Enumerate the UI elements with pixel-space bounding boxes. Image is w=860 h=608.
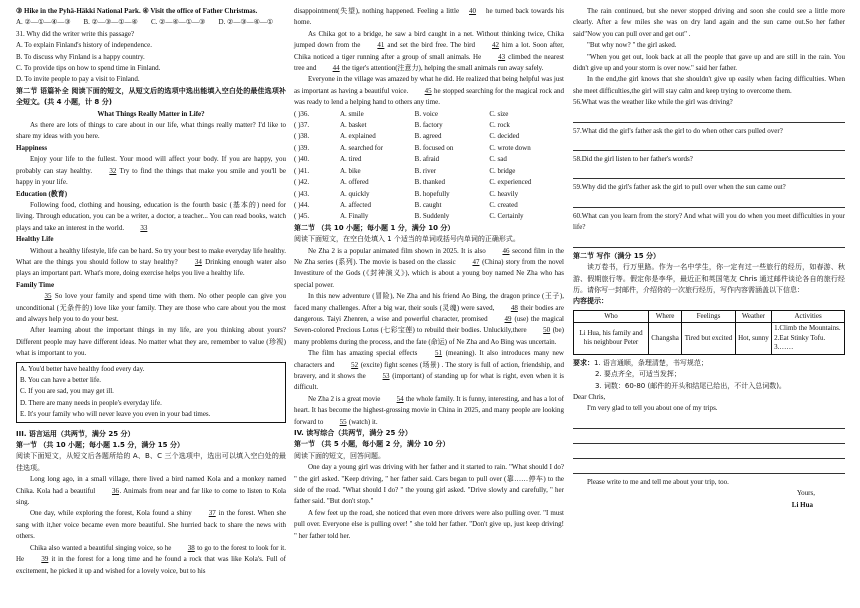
story-paragraph-6: Everyone in the village was amazed by what he did. He realized that being helpful was just as important as having a beautiful voice. 45 he stopped searching for the magical rock and was ready to lend a helping hand to others any time. <box>294 75 564 107</box>
mcq-option-a: A. smile <box>340 109 364 118</box>
mcq-option-b: B. Suddenly <box>414 212 450 221</box>
option-b: B. You can have a better life. <box>20 376 102 384</box>
passage-title: What Things Really Matter in Life? <box>97 109 205 118</box>
header-feelings: Feelings <box>682 310 736 323</box>
section-header: 第二节 语篇补全 阅读下面的短文，从短文后的选项中选出能填入空白处的最佳选项补全短文。(共 4 小题，计 8 分) <box>16 86 286 107</box>
letter-signoff: Yours, <box>796 489 815 498</box>
writing-line-3[interactable] <box>573 447 845 459</box>
option-e: E. It's your family who will never leave you even in your bad times. <box>20 410 211 419</box>
table-header-row <box>574 310 845 323</box>
blank-41[interactable]: 41 <box>377 41 385 50</box>
mcq-number[interactable]: ( )37. <box>294 121 310 130</box>
column-3 <box>573 6 845 511</box>
q31-stem: 31. Why did the writer write this passage? <box>16 29 135 38</box>
mcq-row <box>294 143 564 154</box>
mcq-option-c: C. wrote down <box>489 143 531 152</box>
subheading-family-time: Family Time <box>16 280 55 289</box>
part-4-instructions: 阅读下面的短文，回答问题。 <box>294 451 385 460</box>
blank-34[interactable]: 34 <box>194 257 202 266</box>
q31-choice-c: C. To provide tips on how to spend time in Finland. <box>16 64 161 73</box>
mcq-option-b: B. thanked <box>414 178 445 187</box>
blank-40[interactable]: 40 <box>469 7 477 15</box>
activity-3: 3.…… <box>774 343 794 352</box>
letter-opening: I'm very glad to tell you about one of my trips. <box>587 404 718 413</box>
part-4-section-1: 第一节 （共 5 小题，每小题 2 分，满分 10 分） <box>294 440 450 449</box>
mcq-option-a: A. basket <box>340 121 367 130</box>
mcq-row <box>294 120 564 131</box>
paragraph-happiness: Enjoy your life to the fullest. Your mood will affect your body. If you are happy, you probably can stay healthy. 32 Try to find the things that make you smile and you'll be happy in your life. <box>16 155 286 187</box>
cell-activities <box>772 323 845 355</box>
blank-53[interactable]: 53 <box>382 372 390 380</box>
story-paragraph-3: Chika also wanted a beautiful singing voice, so he 38 to go to the forest to look for it. He 39 it in the forest for a long time and he found a rock that was like Kola's. Full of excitement, he picked it up and wished for a lovely voice, but to his <box>16 543 286 575</box>
mcq-number[interactable]: ( )38. <box>294 132 310 141</box>
letter-closing-line: Please write to me and tell me about your trip, too. <box>587 477 729 486</box>
mcq-option-a: A. explained <box>340 132 376 141</box>
writing-line-2[interactable] <box>573 432 845 444</box>
story-paragraph-2: One day, while exploring the forest, Kola found a shiny 37 in the forest. When she sang with it,her voice became even more beautiful. She hurried back to share the news with others. <box>16 509 286 541</box>
mcq-row <box>294 131 564 142</box>
mcq-number[interactable]: ( )41. <box>294 166 310 175</box>
mcq-row <box>294 189 564 200</box>
nezha-paragraph-2: In this new adventure (冒险), Ne Zha and his friend Ao Bing, the dragon prince (王子), faced many challenges. After a big war, their souls (灵魂) were saved, 48 their bodies are dangerous. Taiyi Zhenren, a wise and powerful character, promised 49 (use) the magical Seven-colored Precious Lotus (七彩宝莲) to rebuild their bodies. Unluckily,there 50 (be) many problems during the process, and the fate (命运) of Ne Zha and Ao Bing was uncertain. <box>294 292 564 346</box>
options-box <box>16 362 286 423</box>
reading-paragraph-5: "When you get out, look back at all the people that gave up and are still in the rain. You didn't give up and your storm is over now." said her father. <box>573 52 845 73</box>
blank-46[interactable]: 46 <box>502 246 510 255</box>
story-paragraph-4: disappointment(失望), nothing happened. Feeling a little 40 he turned back towards his home. <box>294 7 564 27</box>
mcq-option-b: B. afraid <box>414 155 440 164</box>
story-paragraph-1: Long long ago, in a small village, there lived a bird named Kola and a monkey named Chika. Kola had a beautiful 36. Animals from near and far like to come to listen to Kola sing. <box>16 475 287 507</box>
table-row <box>574 323 845 355</box>
mcq-option-b: B. caught <box>414 200 442 209</box>
question-56: 56.What was the weather like while the girl was driving? <box>573 98 733 107</box>
mcq-number[interactable]: ( )45. <box>294 212 310 221</box>
mcq-row <box>294 154 564 165</box>
mcq-option-a: A. searched for <box>340 143 383 152</box>
subheading-healthy-life: Healthy Life <box>16 235 54 244</box>
mcq-option-c: C. size <box>489 109 509 118</box>
blank-43[interactable]: 43 <box>498 52 506 61</box>
requirement-1: 1. 语言通顺，条理清楚，书写规范； <box>594 358 708 367</box>
blank-33[interactable]: 33 <box>140 223 148 232</box>
requirement-2: 2. 要点齐全，可适当发挥； <box>595 370 681 379</box>
passage-intro: As there are lots of things to care about in our life, what things really matter? I'd like to share my ideas with you here. <box>16 121 286 141</box>
part-3-instructions: 阅读下面短文，从短文后各题所给的 A、B、C 三个选项中，选出可以填入空白处的最佳选项。 <box>16 452 286 472</box>
column-2 <box>294 6 564 542</box>
mcq-option-b: B. factory <box>414 121 443 130</box>
mcq-row <box>294 109 564 120</box>
cell-where: Changsha <box>649 323 682 355</box>
answer-line-58[interactable] <box>573 167 845 179</box>
blank-35[interactable]: 35 <box>44 292 52 301</box>
writing-instructions: 读万卷书，行万里路。作为一名中学生，你一定有过一些旅行的经历，如春游、秋游、假期旅行等。假定你是李华，最近正和英国笔友 Chris 通过邮件谈论各自的旅行经历。请你写一封邮件，介绍你的一次旅行经历，写作内容需涵盖以下信息： <box>573 263 845 294</box>
blank-39[interactable]: 39 <box>41 555 49 564</box>
paragraph-family-time: 35 So love your family and spend time with them. No other people can give you unconditional (无条件的) love like your family. They are those who care about you the most and always help you to do your best. <box>16 292 286 323</box>
story-paragraph-5: As Chika got to a bridge, he saw a bird caught in a net. Without thinking twice, Chika jumped down from the 41 and set the bird free. The bird 42 him a lot. Soon after, Chika noticed a tiger running after a group of small animals. He 43 climbed the nearest tree and 44 the tiger's attention(注意力), helping the small animals run away safely. <box>294 29 564 75</box>
section-2-instructions: 阅读下面短文，在空白处填入 1 个适当的单词或括号内单词的正确形式。 <box>294 235 520 244</box>
blank-50[interactable]: 50 <box>543 326 551 335</box>
answer-line-60[interactable] <box>573 236 845 248</box>
reading-paragraph-2: A few feet up the road, she noticed that even more drivers were also pulling over. "I must pull over. Everyone else is pulling over! " she told her father. "Don't give up, just keep driving! " her father told her. <box>294 508 564 540</box>
paragraph-conclusion: After learning about the important things in my life, are you thinking about yours? Different people may have different ideas. No matter what they are, remember to value (珍视) what is important to you. <box>16 326 286 358</box>
blank-47[interactable]: 47 <box>472 257 480 266</box>
answer-line-59[interactable] <box>573 196 845 208</box>
q30-options-line: ③ Hike in the Pyhä-Häkki National Park. ④ Visit the office of Father Christmas. <box>16 7 258 15</box>
mcq-option-c: C. experienced <box>489 178 532 187</box>
part-3-title: III. 语言运用（共两节，满分 25 分） <box>16 429 135 438</box>
blank-51[interactable]: 51 <box>435 349 443 358</box>
mcq-number[interactable]: ( )39. <box>294 143 310 152</box>
letter-signature: Li Hua <box>791 500 813 509</box>
mcq-option-a: A. Finally <box>340 212 369 221</box>
q31-choice-d: D. To invite people to pay a visit to Finland. <box>16 75 140 84</box>
blank-52[interactable]: 52 <box>351 360 359 369</box>
blank-32[interactable]: 32 <box>109 166 117 175</box>
writing-line-1[interactable] <box>573 417 845 429</box>
cell-weather: Hot, sunny <box>735 323 771 355</box>
nezha-paragraph-3: The film has amazing special effects 51 (meaning). It also introduces many new characters and 52 (excite) fight scenes (场景) . The story is full of action, friendship, and bravery, and it shows the 53 (important) of standing up for what is right, even when it is difficult. <box>294 349 564 392</box>
letter-greeting: Dear Chris, <box>573 392 606 401</box>
blank-37[interactable]: 37 <box>208 509 216 518</box>
mcq-number[interactable]: ( )44. <box>294 200 310 209</box>
header-where: Where <box>649 310 682 323</box>
mcq-option-b: B. agreed <box>414 132 442 141</box>
reading-paragraph-3: The rain continued, but she never stopped driving and soon she could see a little more clearly. After a few miles she was on dry land again and the sun came out.So her father said"Now you can pull over and get out" . <box>573 7 845 38</box>
q30-choice-c: C. ②—④—①—③ <box>151 18 206 27</box>
mcq-option-a: A. tired <box>340 155 362 164</box>
blank-54[interactable]: 54 <box>396 394 404 403</box>
mcq-option-c: C. Certainly <box>489 212 524 221</box>
mcq-option-a: A. bike <box>340 166 361 175</box>
blank-38[interactable]: 38 <box>187 543 195 552</box>
mcq-option-c: C. created <box>489 200 518 209</box>
blank-55[interactable]: 55 <box>339 417 347 426</box>
section-2-title: 第二节 （共 10 小题；每小题 1 分，满分 10 分） <box>294 223 455 232</box>
question-57: 57.What did the girl's father ask the girl to do when other cars pulled over? <box>573 126 783 135</box>
mcq-option-c: C. rock <box>489 121 510 130</box>
answer-line-57[interactable] <box>573 139 845 151</box>
part-3-section-1: 第一节 （共 10 小题；每小题 1.5 分，满分 15 分） <box>16 441 184 450</box>
option-c: C. If you are sad, you may get ill. <box>20 387 114 396</box>
mcq-list <box>294 109 564 223</box>
question-58: 58.Did the girl listen to her father's words? <box>573 155 693 164</box>
mcq-option-c: C. decided <box>489 132 520 141</box>
reading-paragraph-4: "But why now? " the girl asked. <box>587 41 677 50</box>
subheading-happiness: Happiness <box>16 143 48 152</box>
mcq-option-c: C. bridge <box>489 166 516 175</box>
header-activities: Activities <box>772 310 845 323</box>
part-4-title: IV. 读写综合（共两节，满分 25 分） <box>294 429 412 438</box>
mcq-option-b: B. focused on <box>414 143 454 152</box>
option-d: D. There are many needs in people's everyday life. <box>20 398 162 407</box>
answer-line-56[interactable] <box>573 111 845 123</box>
header-who: Who <box>574 310 649 323</box>
mcq-option-a: A. offered <box>340 178 369 187</box>
mcq-option-a: A. quickly <box>340 189 370 198</box>
mcq-row <box>294 200 564 211</box>
cell-who: Li Hua, his family and his neighbour Peter <box>574 323 649 355</box>
q30-choices <box>16 17 286 28</box>
nezha-paragraph-1: Ne Zha 2 is a popular animated film shown in 2025. It is also 46 second film in the Ne Zha series (系列). The movie is based on the classic 47 (China) story from the novel Investiture of the Gods (《封神演义》), which is about a young boy named Ne Zha who has special power. <box>294 246 565 289</box>
q31-choice-b: B. To discuss why Finland is a happy country. <box>16 52 145 61</box>
option-a: A. You'd better have healthy food every day. <box>20 364 145 373</box>
mcq-number[interactable]: ( )36. <box>294 109 310 118</box>
q30-choice-b: B. ②—③—①—④ <box>83 18 138 27</box>
question-60: 60.What can you learn from the story? And what will you do when you meet difficulties in your life? <box>573 211 845 232</box>
subheading-education: Education (教育) <box>16 189 68 198</box>
mcq-number[interactable]: ( )40. <box>294 155 310 164</box>
content-tips-label: 内容提示： <box>573 297 608 306</box>
paragraph-healthy-life: Without a healthy lifestyle, life can be hard. So try your best to make everyday life healthy. What are the things you should follow to stay healthy? 34 Drinking enough water also plays an important part. What's more, doing exercise helps you live a healthy life. <box>16 246 286 278</box>
q30-choice-d: D. ②—③—④—① <box>218 18 274 27</box>
blank-44[interactable]: 44 <box>332 64 340 73</box>
mcq-number[interactable]: ( )43. <box>294 189 310 198</box>
mcq-option-b: B. voice <box>414 109 438 118</box>
mcq-option-a: A. affected <box>340 200 371 209</box>
mcq-option-b: B. hopefully <box>414 189 450 198</box>
mcq-number[interactable]: ( )42. <box>294 178 310 187</box>
trip-info-table <box>573 310 845 355</box>
column-1 <box>16 6 286 577</box>
blank-48[interactable]: 48 <box>510 303 518 312</box>
header-weather: Weather <box>735 310 771 323</box>
paragraph-education: Following food, clothing and housing, education is the fourth basic (基本的) need for living. Through education, you can be a writer, a doctor, a teacher... You can read books, watch plays and take an interest in the world. 33 <box>16 200 286 234</box>
blank-36[interactable]: 36 <box>111 486 119 495</box>
mcq-row <box>294 211 564 222</box>
mcq-option-c: C. sad <box>489 155 507 164</box>
mcq-option-c: C. heavily <box>489 189 519 198</box>
writing-line-4[interactable] <box>573 462 845 474</box>
blank-42[interactable]: 42 <box>492 41 499 50</box>
mcq-row <box>294 177 564 188</box>
activity-2: 2.Eat Stinky Tofu. <box>774 333 826 342</box>
reading-paragraph-6: In the end,the girl knows that she shouldn't give up easily when facing difficulties. When she meet difficulties,the girl will stay calm and keep trying to overcome them. <box>573 75 845 95</box>
cell-feelings: Tired but excited <box>682 323 736 355</box>
writing-section-title: 第二节 写作（满分 15 分） <box>573 251 661 260</box>
mcq-row <box>294 166 564 177</box>
requirement-3: 3. 词数：60-80 (邮件的开头和结尾已给出，不计入总词数)。 <box>595 381 786 390</box>
question-59: 59.Why did the girl's father ask the girl to pull over when the sun came out? <box>573 183 786 192</box>
activity-1: 1.Climb the Mountains. <box>774 324 841 333</box>
blank-49[interactable]: 49 <box>504 314 512 323</box>
q30-choice-a: A. ②—①—④—③ <box>16 18 71 27</box>
requirements: 要求：1. 语言通顺，条理清楚，书写规范； <box>573 358 708 367</box>
q31-choice-a: A. To explain Finland's history of independence. <box>16 41 152 50</box>
nezha-paragraph-4: Ne Zha 2 is a great movie 54 the whole family. It is funny, interesting, and has a lot of heart. It has become the highest-grossing movie in China in 2025, and many people are looking forward to 55 (watch) it. <box>294 394 564 428</box>
mcq-option-b: B. river <box>414 166 437 175</box>
blank-45[interactable]: 45 <box>424 86 432 95</box>
reading-paragraph-1: One day a young girl was driving with her father and it started to rain. "What should I do? " the girl asked. "Keep driving, " her father said. Cars began to pull over (靠……停车) to the side of the road. "What should I do? " the young girl asked. "Drive slowly and carefully, " her father said. "But don't stop." <box>294 463 564 506</box>
